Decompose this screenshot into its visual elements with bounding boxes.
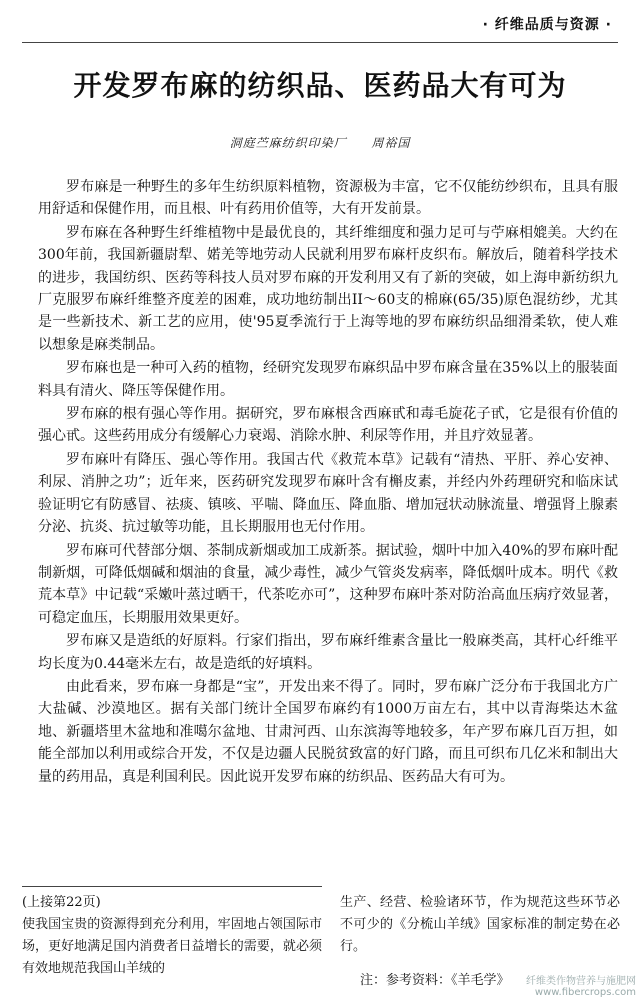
header-divider xyxy=(22,42,618,43)
watermark-url: www.fibercrops.com xyxy=(534,987,636,998)
article-body xyxy=(38,176,618,876)
continuation-text-left: 使我国宝贵的资源得到充分利用，牢固地占领国际市场，更好地满足国内消费者日益增长的需要，就必须有效地规范我国山羊绒的 xyxy=(22,917,322,976)
site-watermark xyxy=(526,976,636,998)
author-organization: 洞庭苎麻纺织印染厂 xyxy=(229,136,347,150)
continuation-text-right: 生产、经营、检验诸环节，作为规范这些环节必不可少的《分梳山羊绒》国家标准的制定势在必行。 xyxy=(340,895,620,954)
paragraph: 罗布麻在各种野生纤维植物中是最优良的，其纤维细度和强力足可与苧麻相媲美。大约在300年前，我国新疆尉犁、婼羌等地劳动人民就利用罗布麻杆皮织布。解放后，随着科学技术的进步，我国纺织、医药等科技人员对罗布麻的开发利用又有了新的突破，如上海申新纺织九厂克服罗布麻纤维整齐度差的困难，成功地纺制出II～60支的棉麻(65/35)原色混纺纱，尤其是一些新技术、新工艺的应用，使'95夏季流行于上海等地的罗布麻纺织品细滑柔软，使人难以想象是麻类制品。 xyxy=(38,224,618,353)
paragraph: 由此看来，罗布麻一身都是“宝”，开发出来不得了。同时，罗布麻广泛分布于我国北方广大盐碱、沙漠地区。据有关部门统计全国罗布麻约有1000万亩左右，其中以青海柴达木盆地、新疆塔里木盆地和准噶尔盆地、甘肃河西、山东滨海等地较多，年产罗布麻几百万担，如能全部加以利用或综合开发，不仅是边疆人民脱贫致富的好门路，而且可织布几亿米和制出大量的药用品，真是利国利民。因此说开发罗布麻的纺织品、医药品大有可为。 xyxy=(38,678,618,785)
byline xyxy=(0,134,640,151)
watermark-title: 纤维类作物营养与施肥网 xyxy=(526,976,636,987)
section-tag: · 纤维品质与资源 · xyxy=(482,17,612,33)
paragraph: 罗布麻又是造纸的好原料。行家们指出，罗布麻纤维素含量比一般麻类高，其杆心纤维平均长度为0.44毫米左右，故是造纸的好填料。 xyxy=(38,633,618,672)
paragraph: 罗布麻的根有强心等作用。据研究，罗布麻根含西麻甙和毒毛旋花子甙，它是很有价值的强心甙。这些药用成分有缓解心力衰竭、消除水肿、利尿等作用，并且疗效显著。 xyxy=(38,406,618,445)
paragraph: 罗布麻是一种野生的多年生纺织原料植物，资源极为丰富，它不仅能纺纱织布，且具有服用舒适和保健作用，而且根、叶有药用价值等，大有开发前景。 xyxy=(38,179,618,218)
paragraph: 罗布麻也是一种可入药的植物，经研究发现罗布麻织品中罗布麻含量在35%以上的服装面料具有清火、降压等保健作用。 xyxy=(38,360,618,399)
paragraph: 罗布麻叶有降压、强心等作用。我国古代《救荒本草》记载有“清热、平肝、养心安神、利尿、消肿之功”；近年来，医药研究发现罗布麻叶含有槲皮素，并经内外药理研究和临床试验证明它有防感冒、祛痰、镇咳、平喘、降血压、降血脂、增加冠状动脉流量、增强肾上腺素分泌、抗炎、抗过敏等功能，且长期服用也无付作用。 xyxy=(38,451,618,536)
continued-from-note: (上接第22页) xyxy=(22,895,101,910)
continuation-left-column xyxy=(22,892,322,992)
author-name: 周裕国 xyxy=(371,136,411,150)
reference-note: 注：参考资料：《羊毛学》 xyxy=(360,973,510,988)
article-title: 开发罗布麻的纺织品、医药品大有可为 xyxy=(73,69,567,102)
paragraph: 罗布麻可代替部分烟、茶制成新烟或加工成新茶。据试验，烟叶中加入40%的罗布麻叶配制新烟，可降低烟碱和烟油的食量，减少毒性，减少气管炎发病率，降低烟叶成本。明代《救荒本草》中记载“采嫩叶蒸过晒干，代茶吃亦可”，这种罗布麻叶茶对防治高血压病疗效显著，可稳定血压，长期服用效果更好。 xyxy=(38,542,618,626)
continuation-divider xyxy=(22,886,322,887)
